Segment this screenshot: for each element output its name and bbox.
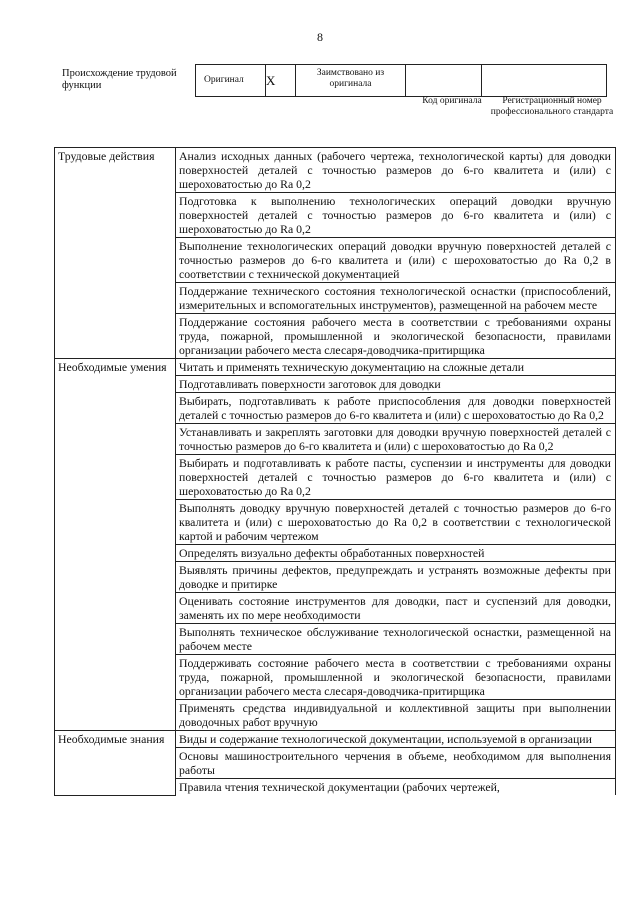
- item-text: Читать и применять техническую документацию на сложные детали: [176, 359, 616, 376]
- borrowed-cell: Заимствовано из оригинала: [296, 65, 406, 96]
- item-text: Подготавливать поверхности заготовок для доводки: [176, 376, 616, 393]
- item-text: Поддерживать состояние рабочего места в соответствии с требованиями охраны труда, пожарной, промышленной и экологической безопасности, правилами организации рабочего места слесаря-доводчика-притирщика: [176, 655, 616, 700]
- category-cell: Необходимые знания: [55, 731, 176, 796]
- item-text: Выполнять техническое обслуживание технологической оснастки, размещенной на рабочем месте: [176, 624, 616, 655]
- page-number: 8: [317, 30, 323, 44]
- original-mark: X: [266, 65, 296, 96]
- origin-label: Происхождение трудовой функции: [62, 68, 177, 91]
- item-text: Поддержание технического состояния технологической оснастки (приспособлений, измерительных и вспомогательных инструментов), размещенной на рабочем месте: [176, 283, 616, 314]
- item-text: Выполнять доводку вручную поверхностей деталей с точностью размеров до 6-го квалитета и (или) с шероховатостью до Ra 0,2 в соответствии с технологической картой и рабочим чертежом: [176, 500, 616, 545]
- origin-box: [195, 64, 607, 97]
- function-table: [54, 147, 616, 796]
- item-text: Выбирать, подготавливать к работе приспособления для доводки поверхностей деталей с точностью размеров до 6-го квалитета и (или) с шероховатостью до Ra 0,2: [176, 393, 616, 424]
- category-cell: Трудовые действия: [55, 148, 176, 359]
- item-text: Выявлять причины дефектов, предупреждать и устранять возможные дефекты при доводке и притирке: [176, 562, 616, 593]
- item-text: Выполнение технологических операций доводки вручную поверхностей деталей с точностью размеров до 6-го квалитета и (или) с шероховатостью до Ra 0,2 в соответствии с технической документацией: [176, 238, 616, 283]
- item-text: Виды и содержание технологической документации, используемой в организации: [176, 731, 616, 748]
- table-row: [55, 148, 616, 193]
- code-cell: [406, 65, 482, 96]
- table-row: [55, 731, 616, 748]
- item-text: Оценивать состояние инструментов для доводки, паст и суспензий для доводки, заменять их по мере необходимости: [176, 593, 616, 624]
- reg-number-cell: [482, 65, 606, 96]
- original-cell: Оригинал: [196, 65, 266, 96]
- item-text: Правила чтения технической документации (рабочих чертежей,: [176, 779, 616, 796]
- item-text: Определять визуально дефекты обработанных поверхностей: [176, 545, 616, 562]
- reg-number-label: Регистрационный номер профессионального стандарта: [490, 96, 614, 117]
- item-text: Выбирать и подготавливать к работе пасты, суспензии и инструменты для доводки поверхностей деталей с точностью размеров до 6-го квалитета и (или) с шероховатостью до Ra 0,2: [176, 455, 616, 500]
- code-label: Код оригинала: [422, 96, 482, 106]
- item-text: Поддержание состояния рабочего места в соответствии с требованиями охраны труда, пожарной, промышленной и экологической безопасности, правилами организации рабочего места слесаря-доводчика-притирщика: [176, 314, 616, 359]
- item-text: Основы машиностроительного черчения в объеме, необходимом для выполнения работы: [176, 748, 616, 779]
- item-text: Подготовка к выполнению технологических операций доводки вручную поверхностей деталей с точностью размеров до 6-го квалитета и (или) с шероховатостью до Ra 0,2: [176, 193, 616, 238]
- table-row: [55, 359, 616, 376]
- category-cell: Необходимые умения: [55, 359, 176, 731]
- item-text: Устанавливать и закреплять заготовки для доводки вручную поверхностей деталей с точностью размеров до 6-го квалитета и (или) с шероховатостью до Ra 0,2: [176, 424, 616, 455]
- item-text: Анализ исходных данных (рабочего чертежа, технологической карты) для доводки поверхностей деталей с точностью размеров до 6-го квалитета и (или) с шероховатостью до Ra 0,2: [176, 148, 616, 193]
- item-text: Применять средства индивидуальной и коллективной защиты при выполнении доводочных работ вручную: [176, 700, 616, 731]
